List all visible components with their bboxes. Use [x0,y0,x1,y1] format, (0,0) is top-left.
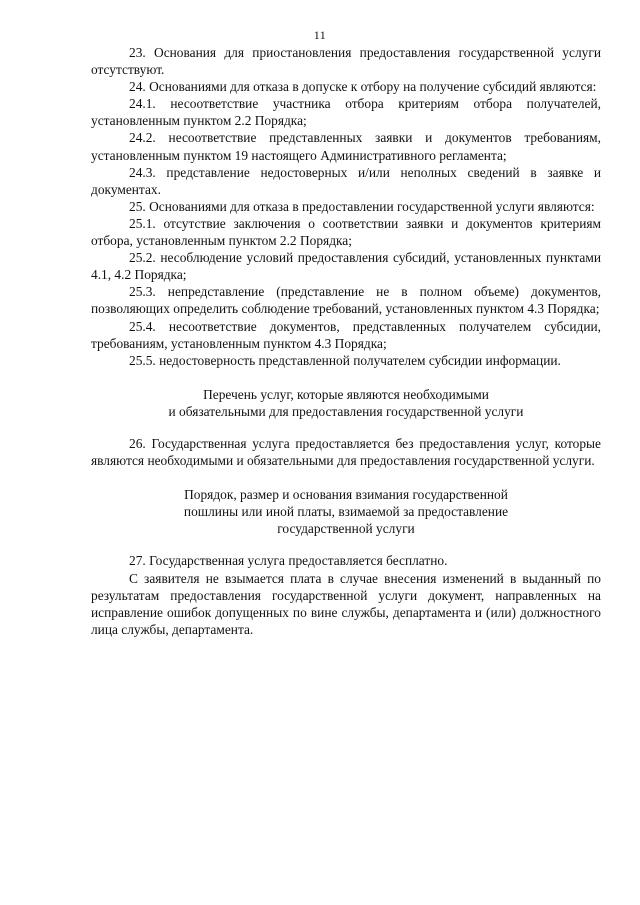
paragraph-25-4: 25.4. несоответствие документов, представленных получателем субсидии, требованиям, установленным пунктом 4.3 Порядка; [91,318,601,351]
heading-line: и обязательными для предоставления государственной услуги [168,403,524,419]
paragraph-25-2: 25.2. несоблюдение условий предоставления субсидий, установленных пунктами 4.1, 4.2 Порядка; [91,250,601,283]
page-number: 11 [313,28,327,42]
heading-line: пошлины или иной платы, взимаемой за предоставление [183,504,509,520]
paragraph-24-1: 24.1. несоответствие участника отбора критериям отбора получателей, установленным пунктом 2.2 Порядка; [91,96,601,129]
section-heading-fees [91,486,601,537]
paragraph-23: 23. Основания для приостановления предоставления государственной услуги отсутствуют. [91,45,601,78]
paragraph-25-3: 25.3. непредставление (представление не в полном объеме) документов, позволяющих определить соблюдение требований, установленных пунктом 4.3 Порядка; [91,284,601,317]
document-body [91,44,601,638]
paragraph-25-5: 25.5. недостоверность представленной получателем субсидии информации. [129,352,561,368]
paragraph-25-1: 25.1. отсутствие заключения о соответствии заявки и документов критериям отбора, установленным пунктом 2.2 Порядка; [91,215,601,249]
paragraph-24-3: 24.3. представление недостоверных и/или неполных сведений в заявке и документах. [91,164,601,197]
section-heading-services [91,386,601,420]
paragraph-27-fee-exemption: С заявителя не взымается плата в случае внесения изменений в выданный по результатам предоставления государственной услуги документ, направленных на исправление ошибок допущенных по вине службы, департамента и (или) должностного лица службы, департамента. [91,570,601,637]
paragraph-24: 24. Основаниями для отказа в допуске к отбору на получение субсидий являются: [129,79,597,95]
heading-line: Порядок, размер и основания взимания государственной [184,487,508,503]
heading-line: Перечень услуг, которые являются необходимыми [203,386,489,402]
paragraph-26: 26. Государственная услуга предоставляется без предоставления услуг, которые являются необходимыми и обязательными для предоставления государственной услуги. [91,435,601,469]
paragraph-27: 27. Государственная услуга предоставляется бесплатно. [129,553,448,569]
paragraph-25: 25. Основаниями для отказа в предоставлении государственной услуги являются: [129,198,595,214]
paragraph-24-2: 24.2. несоответствие представленных заявки и документов требованиям, установленным пунктом 19 настоящего Административного регламента; [91,130,601,163]
heading-line: государственной услуги [277,521,415,537]
